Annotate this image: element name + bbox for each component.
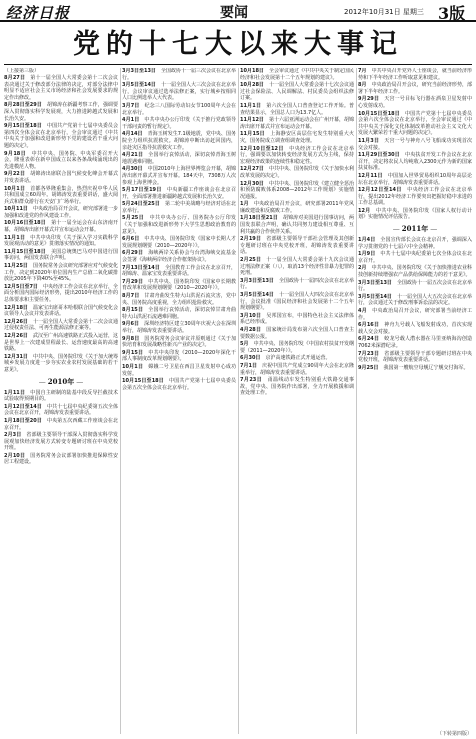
event-text: 中共中央印发《2010—2020年深化干部人事制度改革规划纲要》。 bbox=[122, 349, 236, 363]
event-text: 十一届全国人大常委会第十七次会议通过社会保险法、人民调解法、村民委员会组织法修订案。 bbox=[240, 82, 354, 102]
event-entry bbox=[358, 308, 472, 321]
event-text: 中国2010年上海世界博览会开幕，胡锦涛出席开幕式并宣布开幕。184天中，7308万人次参观上海世博会。 bbox=[122, 166, 236, 186]
event-date: 11月15日至18日 bbox=[4, 248, 46, 255]
event-text: 胡锦涛对美国进行国事访问，两国发表联合声明，确认共同努力建设相互尊重、互利共赢的合作伙伴关系。 bbox=[240, 215, 354, 235]
event-date: 6月29日 bbox=[122, 250, 144, 257]
event-entry bbox=[240, 181, 354, 201]
event-date: 6月30日 bbox=[240, 355, 261, 362]
event-entry bbox=[122, 68, 236, 81]
event-date: 12月5日至7日 bbox=[4, 283, 38, 290]
event-entry bbox=[122, 378, 236, 391]
text-column-2 bbox=[122, 68, 236, 734]
event-entry bbox=[358, 322, 472, 335]
event-text: 中央经济工作会议在北京举行，强调要以加快转变经济发展方式为主线，保持宏观经济政策的连续性和稳定性。 bbox=[240, 145, 354, 165]
event-date: 7月 bbox=[358, 68, 367, 74]
event-entry bbox=[240, 377, 354, 397]
event-text: 全国举行哀悼活动，深切哀悼甘肃舟曲特大山洪泥石流遇难同胞。 bbox=[122, 307, 236, 320]
event-text: 省部级主要领导干部专题研讨班在中央党校开班，胡锦涛发表重要讲话。 bbox=[358, 350, 472, 364]
event-text: 甬温线动车发生特别重大铁路交通事故，党中央、国务院作出部署，全力开展救援和调查处理工作。 bbox=[240, 377, 354, 397]
event-entry bbox=[122, 307, 236, 320]
event-date: 1月18日至20日 bbox=[4, 417, 42, 424]
event-text: 省部级主要领导干部社会管理及其创新专题研讨班在中央党校开班，胡锦涛发表重要讲话。 bbox=[240, 236, 354, 256]
event-entry bbox=[4, 284, 118, 304]
event-date: 10月1日 bbox=[4, 185, 26, 192]
event-date: 12月31日 bbox=[4, 353, 28, 360]
event-text: 中央经济工作会议在北京举行，全面分析国内国际经济形势，提出2010年经济工作的总体要求和主要任务。 bbox=[4, 283, 118, 303]
text-column-4 bbox=[358, 68, 472, 734]
event-text: 全国政协十一届五次会议在北京举行。 bbox=[358, 279, 472, 293]
event-date: 4月28日 bbox=[240, 326, 262, 333]
event-date: 12月 bbox=[358, 207, 371, 214]
event-entry bbox=[240, 236, 354, 256]
event-date: 1月9日 bbox=[358, 251, 376, 258]
event-entry bbox=[240, 327, 354, 340]
event-text: 中央新疆工作座谈会在北京召开，全面部署推进新疆跨越式发展和长治久安。 bbox=[122, 187, 236, 200]
event-date: 10月15日至18日 bbox=[122, 378, 164, 385]
event-entry bbox=[358, 280, 472, 293]
event-entry bbox=[4, 333, 118, 353]
event-date: 12月27日 bbox=[240, 166, 264, 173]
event-entry bbox=[240, 166, 354, 179]
column-divider bbox=[120, 68, 121, 734]
event-text: 中央第五次西藏工作座谈会在北京召开。 bbox=[4, 417, 118, 431]
event-date: 3月5日至14日 bbox=[358, 293, 392, 300]
event-date: 12月26日 bbox=[4, 318, 28, 325]
event-entry bbox=[4, 186, 118, 206]
event-date: 2月25日 bbox=[240, 257, 262, 264]
event-text: 全国举行哀悼活动，深切哀悼青海玉树地震遇难同胞。 bbox=[122, 152, 236, 165]
event-entry bbox=[122, 201, 236, 214]
event-entry bbox=[122, 336, 236, 349]
event-date: 5月24日至25日 bbox=[122, 201, 160, 208]
event-text: 中央政治局召开会议，研究部署进一步加强和改进党的作风建设工作。 bbox=[4, 206, 118, 219]
event-date: 12月11日 bbox=[358, 172, 383, 179]
event-date: 8月15日 bbox=[122, 307, 144, 314]
event-date: 5月 bbox=[240, 341, 249, 348]
event-date: 4月14日 bbox=[122, 131, 143, 138]
event-entry bbox=[240, 131, 354, 144]
event-date: 8月27日 bbox=[4, 75, 26, 81]
event-date: 8月 bbox=[358, 82, 367, 89]
event-date: 1月 bbox=[240, 201, 249, 208]
event-date: 11月1日 bbox=[4, 234, 26, 241]
event-entry bbox=[240, 313, 354, 326]
event-entry bbox=[4, 319, 118, 332]
event-date: 9月8日 bbox=[122, 335, 140, 342]
event-date: 6月6日 bbox=[122, 236, 140, 243]
event-text: 蛟龙号载人潜水器在马里亚纳海沟创造7062米深潜纪录。 bbox=[358, 336, 472, 349]
event-text: 省部级主要领导干部深入贯彻落实科学发展观加快经济发展方式转变专题研讨班在中央党校开班。 bbox=[4, 432, 118, 452]
event-text: 中共中央、国务院印发《国家人权行动计划》实施情况评估报告。 bbox=[358, 207, 472, 221]
event-entry bbox=[4, 354, 118, 374]
event-entry bbox=[122, 131, 236, 151]
event-date: 10月16日至18日 bbox=[4, 220, 46, 227]
event-entry bbox=[4, 206, 118, 219]
event-entry bbox=[358, 237, 472, 250]
event-entry bbox=[240, 355, 354, 362]
event-date: 10月28日 bbox=[240, 82, 264, 89]
event-text: 中央扶贫开发工作会议在北京召开，决定将农民人均纯收入2300元作为新的国家扶贫标准。 bbox=[358, 152, 472, 172]
event-date: 5月25日 bbox=[122, 215, 145, 222]
event-date: 3月5日至14日 bbox=[122, 82, 156, 89]
event-date: 4月30日 bbox=[122, 166, 143, 173]
event-text: 十一届全国人大五次会议在北京举行，会议通过关于修改刑事诉讼法的决定。 bbox=[358, 293, 472, 307]
event-date: 7月1日 bbox=[240, 362, 258, 369]
event-text: 中国自主研制的陆基中段反导拦截技术试验取得预期目的。 bbox=[4, 389, 118, 403]
year-heading: — 2011年 — bbox=[358, 224, 472, 234]
event-text: 庆祝中国共产党成立90周年大会在北京隆重举行，胡锦涛发表重要讲话。 bbox=[240, 362, 354, 376]
event-date: 2月 bbox=[358, 265, 367, 272]
continued-note: （下转第四版） bbox=[436, 731, 472, 737]
event-text: 神舟九号载人飞船发射成功，首次实现载人交会对接。 bbox=[358, 322, 472, 335]
event-text: 我国第一艘航空母舰辽宁舰交付海军。 bbox=[383, 364, 469, 371]
event-entry bbox=[358, 173, 472, 186]
event-text: 第二轮中美战略与经济对话在北京举行。 bbox=[122, 201, 236, 214]
event-entry bbox=[358, 365, 472, 372]
text-column-1 bbox=[4, 68, 118, 734]
event-date: 1月4日 bbox=[358, 237, 376, 244]
event-entry bbox=[122, 166, 236, 186]
event-date: 9月15日至18日 bbox=[4, 123, 42, 130]
continued-from-note: （上接第三版） bbox=[4, 68, 40, 74]
event-entry bbox=[4, 220, 118, 233]
event-entry bbox=[240, 292, 354, 312]
event-entry bbox=[358, 138, 472, 151]
event-text: 深圳经济特区建立30周年庆祝大会在深圳举行，胡锦涛发表重要讲话。 bbox=[122, 321, 236, 334]
event-text: 第十一届全运会在山东济南开幕，胡锦涛出席开幕式并宣布运动会开幕。 bbox=[4, 220, 118, 234]
event-text: 甘肃舟曲发生特大山洪泥石流灾害，党中央、国务院高度重视，全力组织抢险救灾。 bbox=[122, 293, 236, 306]
event-date: 12月26日 bbox=[4, 332, 28, 339]
event-date: 4月21日 bbox=[122, 152, 144, 159]
event-date: 10月18日 bbox=[240, 68, 264, 74]
event-entry bbox=[358, 265, 472, 278]
event-text: 温家宝出席哥本哈根联合国气候变化会议领导人会议并发表讲话。 bbox=[4, 304, 118, 318]
event-text: 中央政治局召开会议，研究部署当前经济工作。 bbox=[358, 308, 472, 321]
event-entry bbox=[358, 68, 472, 81]
event-entry bbox=[122, 117, 236, 130]
event-text: 第六次全国人口普查登记工作开始。普查结果显示，全国总人口为13.7亿人。 bbox=[240, 102, 354, 116]
event-text: 全国政协十一届四次会议在北京举行。 bbox=[240, 277, 354, 291]
event-date: 5月17日至19日 bbox=[122, 187, 162, 194]
issue-date: 2012年10月31日 星期三 bbox=[344, 8, 424, 16]
event-text: 中共十七届中央纪委第七次全体会议在北京召开。 bbox=[358, 251, 472, 264]
event-date: 6月24日 bbox=[358, 336, 380, 343]
section-title: 要闻 bbox=[220, 5, 248, 21]
event-date: 11月29日至30日 bbox=[358, 152, 400, 159]
event-entry bbox=[358, 187, 472, 207]
event-text: 中共中央、国务院印发《中国农村扶贫开发纲要（2011—2020年）》。 bbox=[240, 341, 354, 354]
event-text: 中共中央、国务院印发《建立健全惩治和预防腐败体系2008—2012年工作规划》实施情况通报。 bbox=[240, 180, 354, 200]
column-divider bbox=[238, 68, 239, 734]
event-text: 中共中央召开党外人士座谈会，就当前经济形势和下半年经济工作听取意见和建议。 bbox=[358, 68, 472, 81]
event-text: 京沪高速铁路正式开通运营。 bbox=[265, 355, 331, 362]
event-date: 2月10日 bbox=[4, 452, 26, 459]
event-entry bbox=[122, 103, 236, 116]
event-entry bbox=[240, 257, 354, 277]
event-date: 4月 bbox=[358, 308, 368, 314]
event-entry bbox=[4, 263, 118, 283]
event-entry bbox=[358, 208, 472, 221]
event-date: 11月1日 bbox=[240, 102, 262, 109]
event-text: 胡锦涛出席联合国气候变化峰会开幕式并发表讲话。 bbox=[4, 171, 118, 184]
event-text: 美国总统奥巴马对中国进行国事访问，两国发表联合声明。 bbox=[4, 248, 118, 262]
event-entry bbox=[240, 363, 354, 376]
event-entry bbox=[4, 390, 118, 403]
event-entry bbox=[4, 418, 118, 431]
event-text: 中国共产党第十七届中央委员会第六次全体会议在北京举行，全会审议通过《中共中央关于深化文化体制改革推动社会主义文化大发展大繁荣若干重大问题的决定》。 bbox=[358, 110, 472, 137]
event-entry bbox=[122, 350, 236, 363]
event-date: 4月1日 bbox=[122, 117, 140, 124]
event-entry bbox=[240, 215, 354, 235]
page-number: 3版 bbox=[438, 4, 466, 23]
event-text: 国家统计局发布第六次全国人口普查主要数据公报。 bbox=[240, 326, 354, 340]
event-date: 1月18日至21日 bbox=[240, 215, 278, 222]
event-entry bbox=[122, 364, 236, 377]
event-entry bbox=[4, 123, 118, 149]
event-text: 首都各界隆重集会，热烈庆祝中华人民共和国成立60周年。胡锦涛发表重要讲话，盛大阅兵式和群众游行在天安门广场举行。 bbox=[4, 185, 118, 205]
event-entry bbox=[358, 336, 472, 349]
event-date: 7月23日 bbox=[240, 377, 263, 384]
event-text: 天宫一号与神舟八号飞船成功实现首次交会对接。 bbox=[358, 137, 472, 151]
event-date: 2月19日 bbox=[240, 236, 262, 243]
event-date: 8月7日 bbox=[122, 293, 140, 299]
event-text: 中共十七届中央纪委第五次全体会议在北京召开，胡锦涛发表重要讲话。 bbox=[4, 403, 118, 417]
event-text: 中共中央、国务院印发《关于加大统筹城乡发展力度进一步夯实农业农村发展基础的若干意见》。 bbox=[4, 353, 118, 373]
event-text: 嫦娥二号卫星在西昌卫星发射中心成功发射。 bbox=[122, 363, 236, 377]
event-text: 吴邦国宣布，中国特色社会主义法律体系已经形成。 bbox=[240, 312, 354, 326]
event-text: 十一届全国人大三次会议在北京举行，会议审议通过选举法修正案，实行城乡按相同人口比例选举人大代表。 bbox=[122, 82, 236, 102]
event-date: 11月25日 bbox=[4, 263, 28, 270]
event-entry bbox=[122, 293, 236, 306]
event-date: 3月7日 bbox=[122, 102, 140, 109]
event-entry bbox=[4, 404, 118, 417]
event-text: 中共中央办公厅印发《关于推行党政领导干部问责的暂行规定》。 bbox=[122, 117, 236, 130]
event-text: 全国宣传部长会议在北京召开，强调深入学习贯彻党的十七届六中全会精神。 bbox=[358, 237, 472, 250]
event-text: 十一届全国人大常委会第十二次会议通过侵权责任法、可再生能源法修正案等。 bbox=[4, 318, 118, 332]
event-date: 9月29日 bbox=[358, 96, 380, 103]
event-date: 7月23日 bbox=[358, 350, 380, 357]
event-text: 胡锦涛在新疆考察工作，强调要深入贯彻落实科学发展观，大力推进跨越式发展和长治久安。 bbox=[4, 102, 118, 122]
event-entry bbox=[4, 75, 118, 101]
event-text: 天宫一号目标飞行器在酒泉卫星发射中心发射成功。 bbox=[358, 96, 472, 109]
event-text: 十一届全国人大四次会议在北京举行，会议批准《国民经济和社会发展第十二个五年规划纲要》。 bbox=[240, 292, 354, 312]
event-date: 9月6日 bbox=[122, 321, 140, 328]
event-text: 全国政协十一届三次会议在北京举行。 bbox=[122, 68, 236, 81]
event-entry bbox=[4, 151, 118, 171]
event-date: 11月12日 bbox=[240, 117, 264, 124]
event-entry bbox=[122, 265, 236, 278]
event-date: 12月10日至12日 bbox=[240, 145, 284, 152]
event-entry bbox=[4, 432, 118, 452]
event-text: 国务院常务会议审议并原则通过《关于加快培育和发展战略性新兴产业的决定》。 bbox=[122, 335, 236, 349]
event-date: 10月1日 bbox=[122, 363, 144, 370]
event-text: 十一届全国人大常委会第十九次会议通过刑法修正案（八），取消13个经济性非暴力犯罪的死刑。 bbox=[240, 257, 354, 277]
event-text: 中共中央、国务院印发《关于加快水利改革发展的决定》。 bbox=[240, 166, 354, 179]
event-text: 武汉至广州高速铁路正式投入运营，这是世界上一次建成里程最长、运营速度最高的高速铁路。 bbox=[4, 332, 118, 353]
event-entry bbox=[358, 251, 472, 264]
event-date: 12月30日 bbox=[240, 180, 264, 187]
event-date: 1月11日 bbox=[4, 389, 26, 396]
event-entry bbox=[240, 103, 354, 116]
event-entry bbox=[358, 294, 472, 307]
event-date: 11月3日 bbox=[358, 137, 380, 144]
event-date: 12月12日至14日 bbox=[358, 187, 402, 194]
event-entry bbox=[122, 250, 236, 263]
event-text: 中央政治局召开会议，研究部署2011年党风廉政建设和反腐败工作。 bbox=[240, 201, 354, 214]
event-date: 10月11日 bbox=[4, 206, 28, 213]
event-text: 中央政治局召开会议，研究当前经济形势，部署下半年经济工作。 bbox=[358, 82, 472, 95]
headline-rule bbox=[4, 64, 472, 65]
event-entry bbox=[122, 152, 236, 165]
event-entry bbox=[240, 146, 354, 166]
event-text: 中共中央、国务院、中央军委召开大会，隆重表彰在新中国成立以来各条战线涌现出的先进模范人物。 bbox=[4, 150, 118, 170]
event-text: 纪念三八国际劳动妇女节100周年大会在北京举行。 bbox=[122, 102, 236, 116]
event-entry bbox=[358, 152, 472, 172]
event-entry bbox=[240, 117, 354, 130]
event-entry bbox=[358, 351, 472, 364]
event-date: 7月13日至14日 bbox=[122, 264, 160, 271]
event-entry bbox=[358, 96, 472, 109]
event-entry bbox=[358, 82, 472, 95]
event-date: 12月18日 bbox=[4, 304, 28, 311]
event-entry bbox=[4, 305, 118, 318]
event-text: 第十一届全国人大常委会第十二次会议表决通过关于修改部分法律的决定，对部分法律中明显不适应社会主义市场经济和社会发展要求的规定作出修改。 bbox=[4, 75, 118, 101]
event-date: 9月18日 bbox=[4, 150, 27, 157]
event-text: 中共中央办公厅、国务院办公厅印发《关于加强和改进新形势下大学生思想政治教育的意见》。 bbox=[122, 215, 236, 235]
event-entry bbox=[358, 111, 472, 137]
event-text: 海峡两岸关系协会与台湾海峡交流基金会签署《海峡两岸经济合作框架协议》。 bbox=[122, 250, 236, 264]
event-entry bbox=[240, 82, 354, 102]
year-heading: — 2010年 — bbox=[4, 377, 118, 387]
event-text: 国务院常务会议研究部署应对气候变化工作，决定到2020年单位国内生产总值二氧化碳排放比2005年下降40%至45%。 bbox=[4, 263, 118, 283]
event-entry bbox=[240, 278, 354, 291]
event-date: 9月22日 bbox=[4, 171, 26, 178]
event-entry bbox=[122, 187, 236, 200]
event-date: 3月3日至13日 bbox=[358, 279, 392, 286]
event-entry bbox=[122, 82, 236, 102]
event-date: 1月12日至14日 bbox=[4, 403, 42, 410]
event-entry bbox=[122, 236, 236, 249]
event-entry bbox=[4, 235, 118, 248]
event-text: 青海玉树发生7.1级地震，党中央、国务院全力组织抗震救灾。胡锦涛中断出访赶回国内，亲赴灾区指导抗震救灾工作。 bbox=[122, 131, 236, 151]
article-headline: 党的十七大以来大事记 bbox=[73, 29, 403, 60]
event-date: 2月3日 bbox=[4, 432, 22, 439]
event-date: 6月16日 bbox=[358, 322, 380, 329]
event-text: 第十六届亚洲运动会在广州开幕，胡锦涛出席开幕式并宣布运动会开幕。 bbox=[240, 117, 354, 130]
event-date: 3月3日至13日 bbox=[240, 277, 274, 284]
event-date: 3月5日至14日 bbox=[240, 292, 274, 298]
event-entry bbox=[122, 279, 236, 292]
event-date: 3月3日至13日 bbox=[122, 68, 156, 74]
event-date: 3月10日 bbox=[240, 312, 262, 319]
event-text: 中共中央、国务院印发《国家中长期教育改革和发展规划纲要（2010—2020年）》。 bbox=[122, 278, 236, 292]
event-text: 中共中央、国务院印发《关于加快推进农业科技创新持续增强农产品供给保障能力的若干意见》。 bbox=[358, 265, 472, 279]
text-column-3 bbox=[240, 68, 354, 734]
event-text: 中共中央印发《关于深入学习实践科学发展观活动的意见》贯彻落实情况的通知。 bbox=[4, 234, 118, 248]
event-entry bbox=[4, 249, 118, 262]
event-date: 9月15日 bbox=[122, 349, 144, 356]
event-text: 中国共产党第十七届中央委员会第五次全体会议在北京举行。 bbox=[122, 378, 236, 391]
event-text: 全会审议通过《中共中央关于制定国民经济和社会发展第十二个五年规划的建议》。 bbox=[240, 68, 354, 81]
event-date: 8月28日至29日 bbox=[4, 102, 42, 109]
event-entry bbox=[240, 201, 354, 214]
event-text: 中央经济工作会议在北京举行，提出2012年经济工作要突出把握好稳中求进的工作总基调。 bbox=[358, 187, 472, 207]
event-text: 中共中央、国务院印发《国家中长期人才发展规划纲要（2010—2020年）》。 bbox=[122, 236, 236, 249]
event-entry bbox=[4, 102, 118, 122]
event-text: 中国加入世界贸易组织10周年高层论坛在北京举行，胡锦涛发表重要讲话。 bbox=[358, 172, 472, 186]
masthead bbox=[0, 0, 476, 22]
event-date: 10月15日至18日 bbox=[358, 110, 400, 117]
event-date: 11月15日 bbox=[240, 131, 265, 138]
event-entry bbox=[4, 171, 118, 184]
event-text: 上海静安区高层住宅发生特别重大火灾，国务院成立调查组调查处理。 bbox=[240, 131, 354, 144]
event-entry bbox=[240, 341, 354, 354]
event-entry bbox=[122, 321, 236, 334]
event-text: 全国教育工作会议在北京召开，胡锦涛、温家宝发表重要讲话。 bbox=[122, 264, 236, 278]
event-text: 中国共产党第十七届中央委员会第四次全体会议在北京举行，全会审议通过《中共中央关于加强和改进新形势下党的建设若干重大问题的决定》。 bbox=[4, 123, 118, 149]
event-entry bbox=[4, 453, 118, 466]
event-text: 国务院常务会议部署加快推进保障性安居工程建设。 bbox=[4, 452, 118, 466]
newspaper-logo: 经济日报 bbox=[6, 4, 71, 22]
event-entry bbox=[122, 215, 236, 235]
event-entry bbox=[240, 68, 354, 81]
event-date: 7月29日 bbox=[122, 278, 144, 285]
event-date: 9月25日 bbox=[358, 364, 379, 371]
column-divider bbox=[356, 68, 357, 734]
